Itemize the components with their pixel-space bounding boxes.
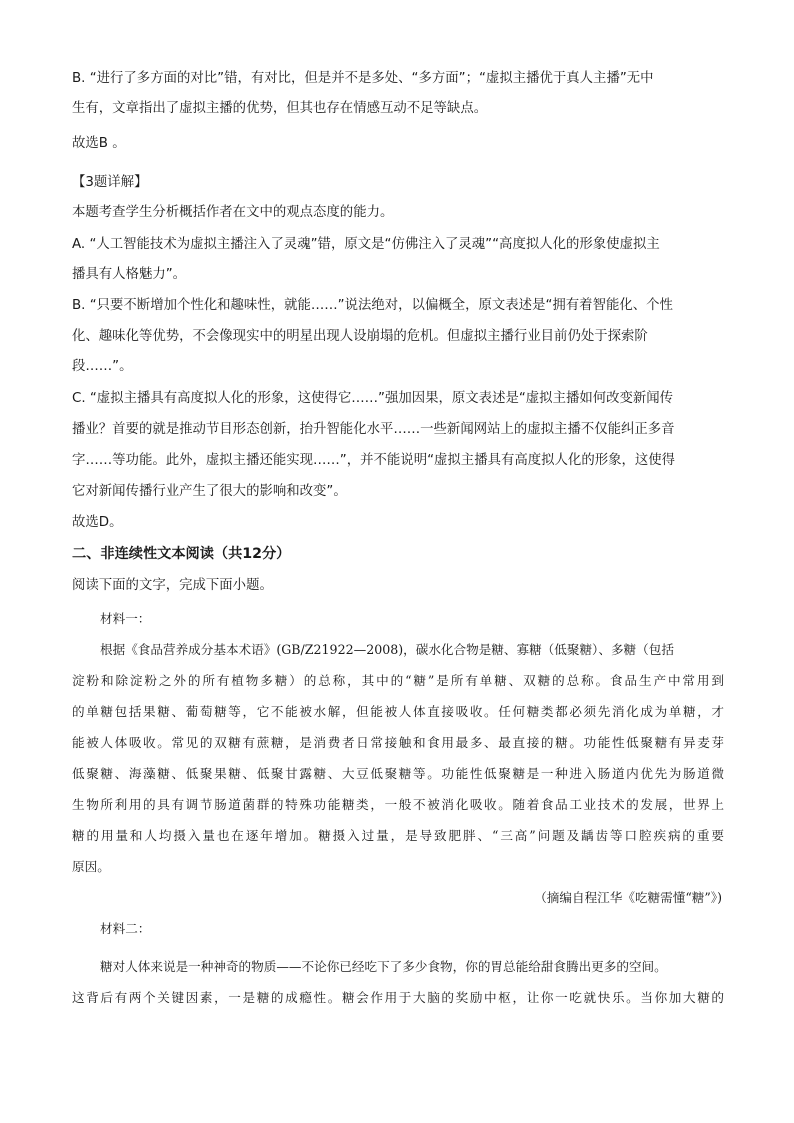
q3-option-b-line-3: 段……”。 <box>72 359 133 374</box>
answer-b-line-2: 生有，文章指出了虚拟主播的优势，但其也存在情感互动不足等缺点。 <box>72 101 488 116</box>
q3-option-b-line-1: B. “只要不断增加个性化和趣味性，就能……”说法绝对，以偏概全，原文表述是“拥有着智能化、个性 <box>72 298 673 313</box>
material-1-label: 材料一： <box>100 611 151 626</box>
material-1-line: 原因。 <box>72 859 110 874</box>
q3-heading: 【3题详解】 <box>72 175 148 190</box>
material-1-line: 生物所利用的具有调节肠道菌群的特殊功能糖类，一般不被消化吸收。随着食品工业技术的发展，世界上 <box>72 797 724 812</box>
material-1-source: （摘编自程江华《吃糖需懂“糖”》) <box>534 890 722 905</box>
q3-conclusion: 故选D。 <box>72 515 123 530</box>
material-1-line: 能被人体吸收。常见的双糖有蔗糖，是消费者日常接触和食用最多、最直接的糖。功能性低聚糖有异麦芽 <box>72 735 724 750</box>
answer-b-line-1: B. “进行了多方面的对比”错，有对比，但是并不是多处、“多方面”；“虚拟主播优于真人主播”无中 <box>72 71 654 86</box>
q3-option-c-line-3: 字……等功能。此外，虚拟主播还能实现……”，并不能说明“虚拟主播具有高度拟人化的形象，这使得 <box>72 453 676 468</box>
q3-option-b-line-2: 化、趣味化等优势，不会像现实中的明星出现人设崩塌的危机。但虚拟主播行业目前仍处于探索阶 <box>72 329 648 344</box>
q3-option-c-line-2: 播业？首要的就是推动节目形态创新，抬升智能化水平……一些新闻网站上的虚拟主播不仅能纠正多音 <box>72 422 675 437</box>
answer-b-conclusion: 故选B 。 <box>72 136 126 151</box>
material-2-label: 材料二： <box>100 921 151 936</box>
q3-intro: 本题考查学生分析概括作者在文中的观点态度的能力。 <box>72 205 394 220</box>
material-1-line: 糖的用量和人均摄入量也在逐年增加。糖摄入过量，是导致肥胖、“三高”问题及龋齿等口腔疾病的重要 <box>72 828 724 843</box>
q3-option-c-line-4: 它对新闻传播行业产生了很大的影响和改变”。 <box>72 484 347 499</box>
material-1-line: 淀粉和除淀粉之外的所有植物多糖）的总称，其中的“糖”是所有单糖、双糖的总称。食品生产中常用到 <box>72 673 724 688</box>
q3-option-a-line-2: 播具有人格魅力”。 <box>72 267 187 282</box>
section-2-title: 二、非连续性文本阅读（共12分） <box>72 546 291 562</box>
material-1-line: 的单糖包括果糖、葡萄糖等，它不能被水解，但能被人体直接吸收。任何糖类都必须先消化成为单糖，才 <box>72 704 724 719</box>
material-1-line: 根据《食品营养成分基本术语》(GB/Z21922—2008)，碳水化合物是糖、寡糖（低聚糖）、多糖（包括 <box>100 642 674 657</box>
material-2-line: 糖对人体来说是一种神奇的物质——不论你已经吃下了多少食物，你的胃总能给甜食腾出更多的空间。 <box>100 959 667 974</box>
q3-option-a-line-1: A. “人工智能技术为虚拟主播注入了灵魂”错，原文是“仿佛注入了灵魂”“高度拟人化的形象使虚拟主 <box>72 237 660 252</box>
material-1-line: 低聚糖、海藻糖、低聚果糖、低聚甘露糖、大豆低聚糖等。功能性低聚糖是一种进入肠道内优先为肠道微 <box>72 766 724 781</box>
q3-option-c-line-1: C. “虚拟主播具有高度拟人化的形象，这使得它……”强加因果，原文表述是“虚拟主播如何改变新闻传 <box>72 391 674 406</box>
section-2-instruction: 阅读下面的文字，完成下面小题。 <box>72 578 273 593</box>
material-2-line: 这背后有两个关键因素，一是糖的成瘾性。糖会作用于大脑的奖励中枢，让你一吃就快乐。当你加大糖的 <box>72 990 724 1005</box>
